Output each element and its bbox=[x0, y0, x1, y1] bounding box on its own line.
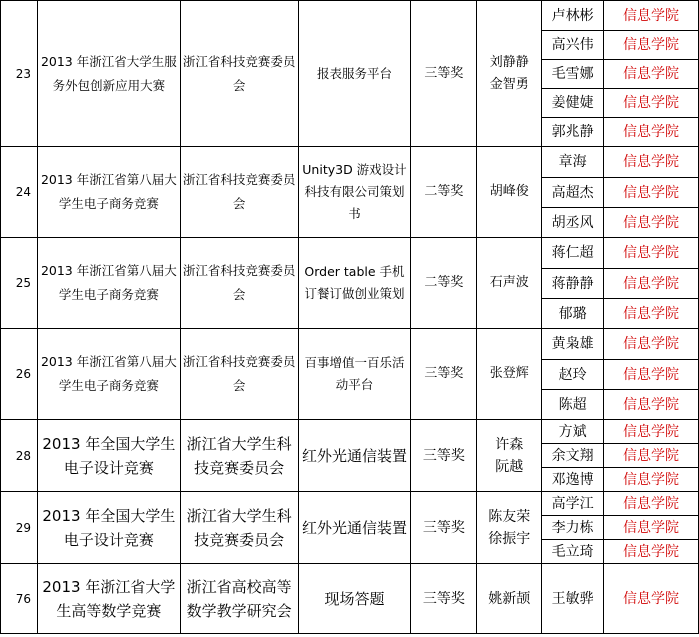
competition-name: 2013 年全国大学生电子设计竞赛 bbox=[37, 492, 180, 564]
row-number: 25 bbox=[1, 238, 38, 329]
award-level: 二等奖 bbox=[411, 147, 477, 238]
member-name: 毛立琦 bbox=[542, 540, 604, 564]
college-name: 信息学院 bbox=[604, 420, 699, 444]
member-name: 余文翔 bbox=[542, 444, 604, 468]
project-name: 红外光通信装置 bbox=[298, 492, 411, 564]
member-name: 蒋静静 bbox=[542, 269, 604, 299]
competition-name: 2013 年全国大学生电子设计竞赛 bbox=[37, 420, 180, 492]
advisor-names: 石声波 bbox=[477, 238, 542, 329]
competition-name: 2013 年浙江省第八届大学生电子商务竞赛 bbox=[37, 329, 180, 420]
project-name: 百事增值一百乐活动平台 bbox=[298, 329, 411, 420]
project-name: Unity3D 游戏设计科技有限公司策划书 bbox=[298, 147, 411, 238]
college-name: 信息学院 bbox=[604, 31, 699, 60]
organizer: 浙江省高校高等数学教学研究会 bbox=[180, 564, 298, 634]
advisor-names: 许森 阮越 bbox=[477, 420, 542, 492]
member-name: 卢林彬 bbox=[542, 1, 604, 31]
row-number: 23 bbox=[1, 1, 38, 147]
competition-name: 2013 年浙江省第八届大学生电子商务竞赛 bbox=[37, 238, 180, 329]
member-name: 毛雪娜 bbox=[542, 60, 604, 89]
college-name: 信息学院 bbox=[604, 360, 699, 390]
advisor-names: 刘静静 金智勇 bbox=[477, 1, 542, 147]
college-name: 信息学院 bbox=[604, 540, 699, 564]
member-name: 郭兆静 bbox=[542, 118, 604, 147]
project-name: 报表服务平台 bbox=[298, 1, 411, 147]
college-name: 信息学院 bbox=[604, 329, 699, 360]
row-number: 28 bbox=[1, 420, 38, 492]
member-name: 赵玲 bbox=[542, 360, 604, 390]
project-name: Order table 手机订餐订做创业策划 bbox=[298, 238, 411, 329]
member-name: 蒋仁超 bbox=[542, 238, 604, 269]
member-name: 高学江 bbox=[542, 492, 604, 516]
member-name: 邓逸博 bbox=[542, 468, 604, 492]
competition-name: 2013 年浙江省大学生服务外包创新应用大赛 bbox=[37, 1, 180, 147]
row-number: 76 bbox=[1, 564, 38, 634]
member-name: 王敏骅 bbox=[542, 564, 604, 634]
college-name: 信息学院 bbox=[604, 147, 699, 178]
award-level: 三等奖 bbox=[411, 420, 477, 492]
competition-name: 2013 年浙江省大学生高等数学竞赛 bbox=[37, 564, 180, 634]
college-name: 信息学院 bbox=[604, 208, 699, 238]
row-number: 24 bbox=[1, 147, 38, 238]
college-name: 信息学院 bbox=[604, 118, 699, 147]
college-name: 信息学院 bbox=[604, 468, 699, 492]
college-name: 信息学院 bbox=[604, 1, 699, 31]
college-name: 信息学院 bbox=[604, 492, 699, 516]
college-name: 信息学院 bbox=[604, 178, 699, 208]
member-name: 郁璐 bbox=[542, 299, 604, 329]
award-level: 三等奖 bbox=[411, 329, 477, 420]
organizer: 浙江省科技竞赛委员会 bbox=[180, 1, 298, 147]
college-name: 信息学院 bbox=[604, 516, 699, 540]
organizer: 浙江省大学生科技竞赛委员会 bbox=[180, 492, 298, 564]
college-name: 信息学院 bbox=[604, 564, 699, 634]
member-name: 章海 bbox=[542, 147, 604, 178]
organizer: 浙江省科技竞赛委员会 bbox=[180, 147, 298, 238]
member-name: 方斌 bbox=[542, 420, 604, 444]
project-name: 现场答题 bbox=[298, 564, 411, 634]
college-name: 信息学院 bbox=[604, 390, 699, 420]
member-name: 高兴伟 bbox=[542, 31, 604, 60]
award-level: 三等奖 bbox=[411, 492, 477, 564]
college-name: 信息学院 bbox=[604, 269, 699, 299]
organizer: 浙江省大学生科技竞赛委员会 bbox=[180, 420, 298, 492]
member-name: 胡丞风 bbox=[542, 208, 604, 238]
row-number: 29 bbox=[1, 492, 38, 564]
advisor-names: 胡峰俊 bbox=[477, 147, 542, 238]
advisor-names: 姚新颉 bbox=[477, 564, 542, 634]
college-name: 信息学院 bbox=[604, 89, 699, 118]
row-number: 26 bbox=[1, 329, 38, 420]
college-name: 信息学院 bbox=[604, 444, 699, 468]
member-name: 高超杰 bbox=[542, 178, 604, 208]
award-level: 二等奖 bbox=[411, 238, 477, 329]
organizer: 浙江省科技竞赛委员会 bbox=[180, 238, 298, 329]
project-name: 红外光通信装置 bbox=[298, 420, 411, 492]
award-level: 三等奖 bbox=[411, 564, 477, 634]
advisor-names: 陈友荣 徐振宇 bbox=[477, 492, 542, 564]
member-name: 陈超 bbox=[542, 390, 604, 420]
award-level: 三等奖 bbox=[411, 1, 477, 147]
competition-name: 2013 年浙江省第八届大学生电子商务竞赛 bbox=[37, 147, 180, 238]
member-name: 黄枭雄 bbox=[542, 329, 604, 360]
organizer: 浙江省科技竞赛委员会 bbox=[180, 329, 298, 420]
college-name: 信息学院 bbox=[604, 60, 699, 89]
college-name: 信息学院 bbox=[604, 238, 699, 269]
advisor-names: 张登辉 bbox=[477, 329, 542, 420]
member-name: 李力栋 bbox=[542, 516, 604, 540]
member-name: 姜健婕 bbox=[542, 89, 604, 118]
college-name: 信息学院 bbox=[604, 299, 699, 329]
